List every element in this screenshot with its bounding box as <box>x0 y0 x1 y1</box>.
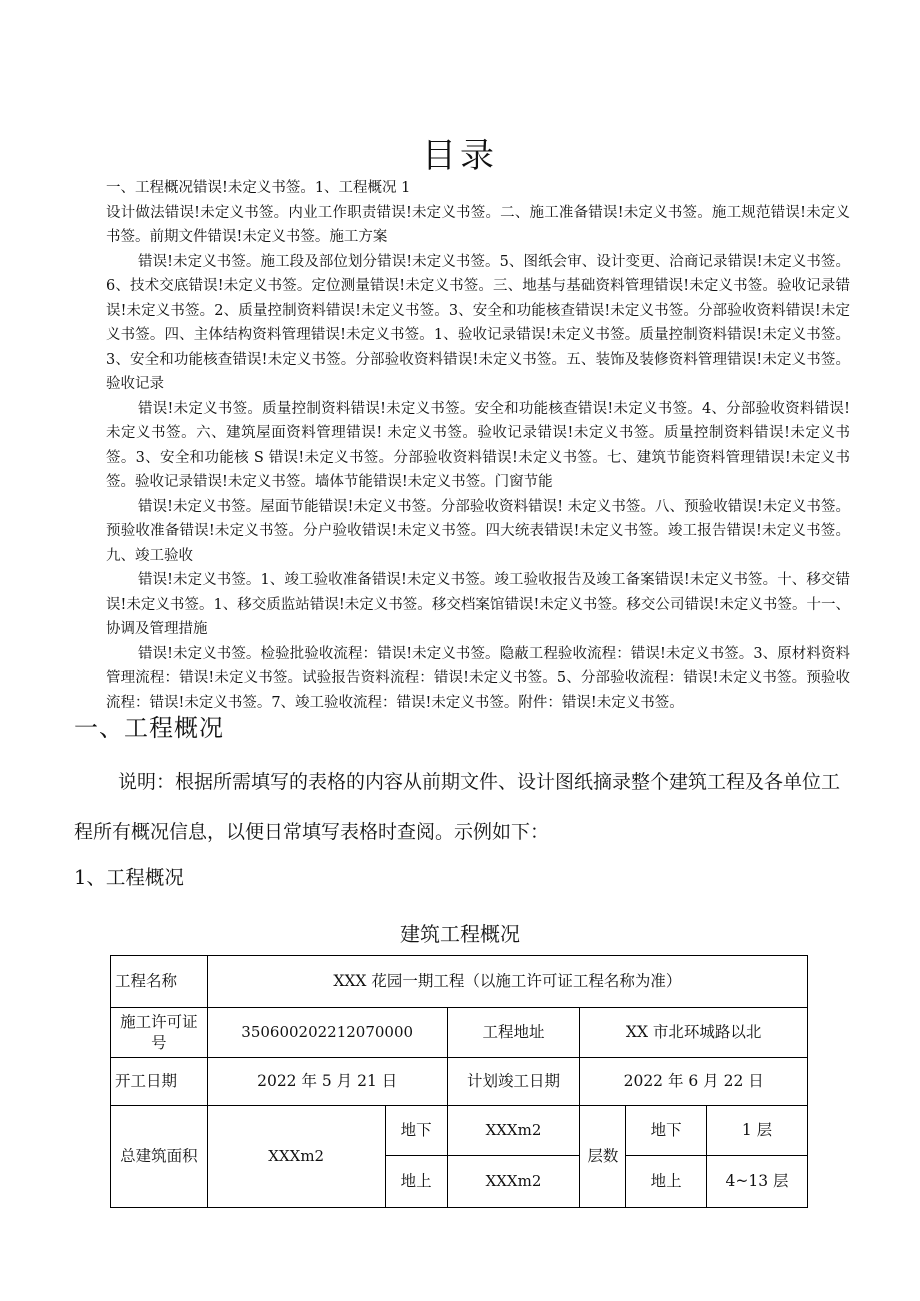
finish-date-value: 2022 年 6 月 22 日 <box>580 1058 808 1106</box>
above-ground-area: XXXm2 <box>447 1156 580 1208</box>
toc-title: 目录 <box>422 136 498 176</box>
toc-paragraph-2: 设计做法错误!未定义书签。内业工作职责错误!未定义书签。二、施工准备错误!未定义书签。施工规范错误!未定义书签。前期文件错误!未定义书签。施工方案 <box>106 204 850 245</box>
address-label: 工程地址 <box>447 1008 580 1058</box>
section-heading: 一、工程概况 <box>74 714 224 742</box>
permit-value: 350600202212070000 <box>207 1008 447 1058</box>
above-ground-label: 地上 <box>385 1156 447 1208</box>
start-date-value: 2022 年 5 月 21 日 <box>207 1058 447 1106</box>
total-area-label: 总建筑面积 <box>111 1106 208 1208</box>
project-name-label: 工程名称 <box>111 956 208 1008</box>
start-date-label: 开工日期 <box>111 1058 208 1106</box>
table-title: 建筑工程概况 <box>400 922 520 946</box>
permit-label: 施工许可证号 <box>111 1008 208 1058</box>
page-crop-mask <box>0 1208 920 1301</box>
toc-body <box>106 176 850 715</box>
toc-paragraph-5: 错误!未定义书签。屋面节能错误!未定义书签。分部验收资料错误! 未定义书签。八、预验收错误!未定义书签。预验收准备错误!未定义书签。分户验收错误!未定义书签。四大统表错误!未定义书签。竣工报告错误!未定义书签。九、竣工验收 <box>106 498 850 564</box>
toc-paragraph-1: 一、工程概况错误!未定义书签。1、工程概况 1 <box>106 180 411 196</box>
project-name-value: XXX 花园一期工程（以施工许可证工程名称为准） <box>207 956 807 1008</box>
note-text: 说明：根据所需填写的表格的内容从前期文件、设计图纸摘录整个建筑工程及各单位工程所有概况信息，以便日常填写表格时查阅。示例如下： <box>74 771 841 843</box>
floors-above-value: 4~13 层 <box>707 1156 808 1208</box>
toc-paragraph-7: 错误!未定义书签。检验批验收流程：错误!未定义书签。隐蔽工程验收流程：错误!未定义书签。3、原材料资料管理流程：错误!未定义书签。试验报告资料流程：错误!未定义书签。5、分部验收流程：错误!未定义书签。预验收流程：错误!未定义书签。7、竣工验收流程：错误!未定义书签。附件：错误!未定义书签。 <box>106 645 850 711</box>
finish-date-label: 计划竣工日期 <box>447 1058 580 1106</box>
toc-paragraph-3: 错误!未定义书签。施工段及部位划分错误!未定义书签。5、图纸会审、设计变更、洽商记录错误!未定义书签。6、技术交底错误!未定义书签。定位测量错误!未定义书签。三、地基与基础资料管理错误!未定义书签。验收记录错误!未定义书签。2、质量控制资料错误!未定义书签。3、安全和功能核查错误!未定义书签。分部验收资料错误!未定义书签。四、主体结构资料管理错误!未定义书签。1、验收记录错误!未定义书签。质量控制资料错误!未定义书签。3、安全和功能核查错误!未定义书签。分部验收资料错误!未定义书签。五、装饰及装修资料管理错误!未定义书签。验收记录 <box>106 253 850 392</box>
floors-label: 层数 <box>580 1106 626 1208</box>
underground-label: 地下 <box>385 1106 447 1156</box>
section-note <box>74 757 850 857</box>
address-value: XX 市北环城路以北 <box>580 1008 808 1058</box>
sub-heading: 1、工程概况 <box>74 866 184 889</box>
floors-above-label: 地上 <box>626 1156 707 1208</box>
underground-area: XXXm2 <box>447 1106 580 1156</box>
floors-underground-label: 地下 <box>626 1106 707 1156</box>
total-area-value: XXXm2 <box>207 1106 385 1208</box>
toc-paragraph-4: 错误!未定义书签。质量控制资料错误!未定义书签。安全和功能核查错误!未定义书签。4、分部验收资料错误!未定义书签。六、建筑屋面资料管理错误! 未定义书签。验收记录错误!未定义书签。质量控制资料错误!未定义书签。3、安全和功能核 S 错误!未定义书签。分部验收资料错误!未定义书签。七、建筑节能资料管理错误!未定义书签。验收记录错误!未定义书签。墙体节能错误!未定义书签。门窗节能 <box>106 400 850 490</box>
toc-paragraph-6: 错误!未定义书签。1、竣工验收准备错误!未定义书签。竣工验收报告及竣工备案错误!未定义书签。十、移交错误!未定义书签。1、移交质监站错误!未定义书签。移交档案馆错误!未定义书签。移交公司错误!未定义书签。十一、协调及管理措施 <box>106 572 850 637</box>
floors-underground-value: 1 层 <box>707 1106 808 1156</box>
